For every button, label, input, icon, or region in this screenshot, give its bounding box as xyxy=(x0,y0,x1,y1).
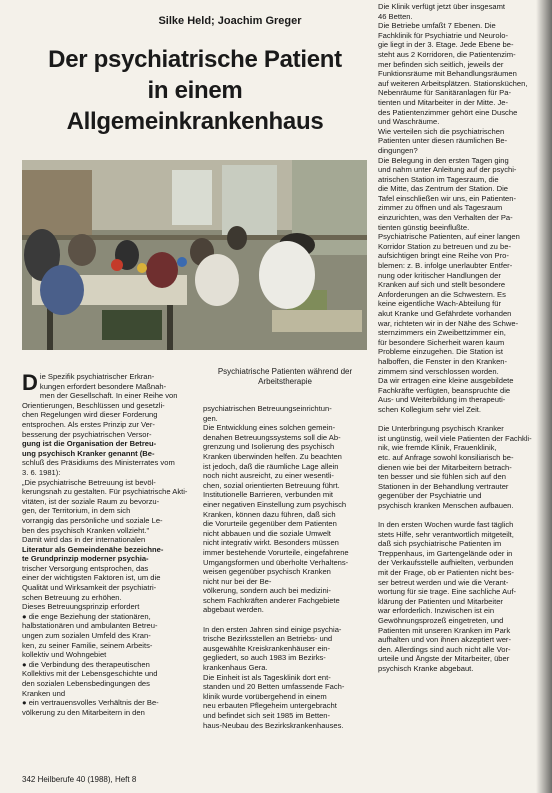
text-line: entsprochen. Als erstes Prinzip zur Ver- xyxy=(22,419,155,429)
text-line: klärung der Patienten und Mitarbeiter xyxy=(378,596,503,606)
text-line: kungen erfordert besondere Maßnah- xyxy=(39,381,167,391)
text-line: Damit wird das in der internationalen xyxy=(22,535,146,545)
text-line: Umgangsformen und überholte Verhaltens- xyxy=(203,557,349,567)
text-line: für besondere Sicherheit waren kaum xyxy=(378,337,505,347)
text-line xyxy=(203,615,371,625)
text-line: ist jedoch, daß die räumliche Lage allein xyxy=(203,461,339,471)
text-column-2 xyxy=(203,404,371,784)
text-line: „Die psychiatrische Betreuung ist bevöl- xyxy=(22,477,156,487)
text-line: men der Gesellschaft. In einer Reihe von xyxy=(39,391,178,401)
text-line: Stationen in der Behandlung vertrauter xyxy=(378,481,509,491)
article-title xyxy=(20,44,370,137)
text-line: keine eigentliche Wach-Abteilung für xyxy=(378,299,501,309)
text-line: war, richteten wir in der Nähe des Schwe- xyxy=(378,318,519,328)
text-line: abgebaut werden. xyxy=(203,605,264,615)
text-line: tienten und Mitarbeiter in der Mitte. Je- xyxy=(378,97,508,107)
column-1-lines xyxy=(22,372,196,717)
text-line: ungen zum sozialen Umfeld des Kran- xyxy=(22,631,151,641)
text-line: wortung für sie trage. Eine sachliche Auf- xyxy=(378,587,517,597)
text-line: akut Kranke und Gefährdete vorhanden xyxy=(378,309,512,318)
text-line: Die Unterbringung psychisch Kranker xyxy=(378,424,504,434)
text-line: ie Spezifik psychiatrischer Erkran- xyxy=(39,372,155,381)
text-line: gie liegt in der 3. Etage. Jede Ebene be- xyxy=(378,40,514,50)
text-line: Funktionsräume mit Behandlungsräumen xyxy=(378,69,517,79)
text-line: nicht nur bei der Be- xyxy=(203,576,272,586)
text-line: einzurichten, was den Verhalten der Pa- xyxy=(378,213,513,223)
text-line: kerungsnah zu gestalten. Für psychiatrische Akti- xyxy=(22,487,188,497)
text-line: nik, wie fremde Klinik, Frauenklinik, xyxy=(378,443,497,453)
text-line: In den ersten Wochen wurde fast täglich xyxy=(378,520,514,530)
drop-cap: D xyxy=(22,372,38,395)
text-line: den. Allerdings sind auch nicht alle Vor- xyxy=(378,644,511,654)
text-line: ser betreut werden und wie die Verant- xyxy=(378,577,509,587)
text-line: aufsichtigen bringt eine Reihe von Pro- xyxy=(378,251,509,261)
text-line: noch nicht ausreicht, zu einer wesentli- xyxy=(203,471,334,481)
text-line: ● die enge Beziehung der stationären, xyxy=(22,611,151,621)
text-line: chen Regelungen wird dieser Forderung xyxy=(22,410,158,420)
text-line: schen Betreuung zu erhöhen. xyxy=(22,592,122,602)
title-line: in einem xyxy=(147,77,243,104)
text-line: Orientierungen, Beschlüssen und gesetzli- xyxy=(22,400,165,410)
text-line xyxy=(378,510,546,520)
text-line: aufhalten und von ihnen akzeptiert wer- xyxy=(378,635,511,645)
page-edge-shadow xyxy=(536,0,552,793)
text-line: Patienten unter diesen räumlichen Be- xyxy=(378,136,508,146)
text-line: Probleme einzugehen. Die Station ist xyxy=(378,347,503,357)
article-photo xyxy=(22,160,367,350)
text-line: krankenhaus Gera. xyxy=(203,663,268,673)
text-line: schluß des Präsidiums des Ministerrates vom xyxy=(22,458,175,468)
text-line: neu erbauten Pflegeheim untergebracht xyxy=(203,701,337,711)
text-line: besserung der psychiatrischen Versor- xyxy=(22,429,152,439)
text-line: Patienten mit unseren Kranken im Park xyxy=(378,625,511,635)
text-line: gegliedert, so auch 1983 im Bezirks- xyxy=(203,653,326,663)
text-line: Da wir ertragen eine kleine ausgebildete xyxy=(378,376,514,386)
text-line: nung oder kritischer Handlungen der xyxy=(378,270,501,280)
text-line: ● ein vertrauensvolles Verhältnis der Be- xyxy=(22,698,159,708)
text-line: Wie verteilen sich die psychiatrischen xyxy=(378,126,505,136)
column-3-lines xyxy=(378,2,546,674)
text-line: Kranken überwinden helfen. Zu beachten xyxy=(203,451,342,461)
text-line: trischer Versorgung entsprochen, das xyxy=(22,563,149,573)
text-line: Psychiatrische Patienten, auf einer langen xyxy=(378,232,520,242)
text-line: Fachklinik für Psychiatrie und Neurolo- xyxy=(378,30,508,40)
text-line: Dieses Betreuungsprinzip erfordert xyxy=(22,602,140,612)
text-line: Treppenhaus, im Gartengelände oder in xyxy=(378,548,513,558)
text-line: mit der Frage, ob er Patienten nicht bes- xyxy=(378,568,514,578)
text-line: gegenüber der Psychiatrie und xyxy=(378,491,482,501)
text-line: etc. auf Anfrage sowohl konsiliarisch be- xyxy=(378,452,514,462)
text-line: halbstationären und ambulanten Betreu- xyxy=(22,621,158,631)
text-line: grenzung und Isolierung des psychisch xyxy=(203,442,335,452)
article-authors: Silke Held; Joachim Greger xyxy=(158,15,302,27)
text-line: einer negativen Einstellung zum psychisch xyxy=(203,499,347,509)
text-line: ausgewählte Kreiskrankenhäuser ein- xyxy=(203,643,331,653)
caption-line: Psychiatrische Patienten während der xyxy=(217,367,353,376)
text-line: und nahm unter Anleitung auf der psychi- xyxy=(378,165,517,175)
text-line: völkerung, sondern auch bei medizini- xyxy=(203,586,331,596)
text-line: ten besser und sie fühlen sich auf den xyxy=(378,472,506,482)
title-line: Der psychiatrische Patient xyxy=(48,46,342,73)
text-line: stets Hilfe, sehr verantwortlich mitgeteilt, xyxy=(378,529,514,539)
text-column-3 xyxy=(378,2,546,784)
text-line: te Grundprinzip moderner psychia- xyxy=(22,554,149,564)
text-line: die Mitte, das Zentrum der Station. Die xyxy=(378,184,508,194)
text-line: sternzimmers ein Zweibettzimmer ein, xyxy=(378,328,506,338)
text-line: dienen wie bei der Mitarbeitern betrach- xyxy=(378,462,512,472)
text-line: der Verkaufsstelle aufhielten, verbunden xyxy=(378,558,514,568)
text-column-1 xyxy=(22,372,196,772)
text-line: vorrangig das persönliche und soziale Le- xyxy=(22,515,163,525)
photo-caption xyxy=(200,367,370,387)
text-line: ist ungünstig, weil viele Patienten der Fachkli- xyxy=(378,433,532,443)
text-line: steht aus 2 Korridoren, die Patientenzim- xyxy=(378,49,516,59)
text-line: schen Kollegium sehr viel Zeit. xyxy=(378,404,481,414)
text-line: immer bestehende Vorurteile, eingefahrene xyxy=(203,547,349,557)
text-line: zimmern sind verschlossen worden. xyxy=(378,366,499,376)
text-line: chen, sozial orientierten Betreuung führt. xyxy=(203,480,340,490)
text-line: tienten günstig beeinflußte. xyxy=(378,222,470,232)
column-2-lines xyxy=(203,404,371,730)
text-line: Anforderungen an die Schwestern. Es xyxy=(378,289,506,299)
text-line: Die Klinik verfügt jetzt über insgesamt xyxy=(378,2,506,11)
text-line: Die Belegung in den ersten Tagen ging xyxy=(378,155,509,165)
text-line: gen. xyxy=(203,413,218,423)
text-line: trische Bezirksstellen an Betriebs- und xyxy=(203,634,333,644)
text-line: atrischen Station im Tagesraum, die xyxy=(378,174,499,184)
text-line: Die Einheit ist als Tagesklinik dort ent- xyxy=(203,672,331,682)
text-line: völkerung zu den Mitarbeitern in den xyxy=(22,707,145,717)
page-footer: 342 Heilberufe 40 (1988), Heft 8 xyxy=(22,775,137,784)
text-line: denahen Betreuungssystems soll die Ab- xyxy=(203,432,341,442)
text-line: zimmer zu öffnen und als Tagesraum xyxy=(378,203,503,213)
text-line: ● die Verbindung des therapeutischen xyxy=(22,659,150,669)
text-line: nicht abbauen und die soziale Umwelt xyxy=(203,528,331,538)
text-line: Literatur als Gemeindenähe bezeichne- xyxy=(22,544,164,554)
text-line: Die Betriebe umfaßt 7 Ebenen. Die xyxy=(378,21,496,31)
text-line: psychiatrischen Betreuungseinrichtun- xyxy=(203,404,332,413)
text-line: ung psychisch Kranker genannt (Be- xyxy=(22,448,155,458)
text-line: Kranken auf sich und stellt besondere xyxy=(378,280,506,290)
text-line: mer befinden sich seitlich, jeweils der xyxy=(378,59,504,69)
text-line: und befindet sich seit 1985 im Betten- xyxy=(203,711,331,720)
text-line: 3. 6. 1981): xyxy=(22,467,61,477)
text-line: Qualität und Wirksamkeit der psychiatri- xyxy=(22,583,157,593)
text-line: Kranken und xyxy=(22,688,66,698)
text-line: In den ersten Jahren sind einige psychia- xyxy=(203,624,342,634)
text-line: Institutionelle Barrieren, verbunden mit xyxy=(203,490,334,500)
text-line: psychisch Kranke abgebaut. xyxy=(378,663,474,673)
text-line: 46 Betten. xyxy=(378,11,413,21)
text-line: Nebenräume für Sanitäranlagen für Pa- xyxy=(378,88,511,98)
text-line: ken, zu seiner Familie, seinem Arbeits- xyxy=(22,640,153,650)
text-line: des Patientenzimmer gehört eine Dusche xyxy=(378,107,518,117)
text-line: weisen gegenüber psychisch Kranken xyxy=(203,567,331,577)
text-line: und Waschräume. xyxy=(378,117,440,127)
text-line: nicht integrativ wirkt. Besonders müssen xyxy=(203,538,339,548)
text-line xyxy=(378,415,546,425)
text-line: Tafel einschließen wir uns, ein Patienten- xyxy=(378,193,517,203)
text-line: vitäten, ist der soziale Raum zu bevorzu- xyxy=(22,496,160,506)
text-line: blemen: z. B. infolge unerlaubter Entfer- xyxy=(378,261,513,271)
text-line: kollektiv und Wohngebiet xyxy=(22,650,107,660)
text-line: einer der wichtigsten Faktoren ist, um die xyxy=(22,573,161,583)
text-line: Fachkräfte verfügten, beanspruchte die xyxy=(378,385,511,395)
title-line: Allgemeinkrankenhaus xyxy=(66,108,324,135)
text-line: gen, der Territorium, in dem sich xyxy=(22,506,131,516)
text-line: auf weiteren Arbeitsplätzen. Stationsküchen, xyxy=(378,78,528,88)
text-line: ben des psychisch Kranken vollzieht." xyxy=(22,525,150,535)
text-line: die Vorurteile gegenüber dem Patienten xyxy=(203,519,337,529)
text-line: urteile und Ängste der Mitarbeiter, über xyxy=(378,654,510,664)
text-line: halboffen, die Fenster in den Kranken- xyxy=(378,356,508,366)
text-line: daß sich psychiatrische Patienten im xyxy=(378,539,502,549)
text-line: Kollektivs mit der Lebensgeschichte und xyxy=(22,669,158,679)
caption-line: Arbeitstherapie xyxy=(258,377,312,386)
text-line: schem Fachkräften anderer Fachgebiete xyxy=(203,595,340,605)
text-line: war erforderlich. Inzwischen ist ein xyxy=(378,606,495,616)
text-line: dingungen? xyxy=(378,145,418,155)
text-line: den sozialen Lebensbedingungen des xyxy=(22,679,150,688)
text-line: Die Entwicklung eines solchen gemein- xyxy=(203,423,336,433)
therapy-room-photo xyxy=(22,160,367,350)
text-line: klinik wurde vorübergehend in einem xyxy=(203,691,327,701)
text-line: Gewöhnungsprozeß eingetreten, und xyxy=(378,616,504,625)
text-line: haus-Neubau des Bezirkskrankenhauses. xyxy=(203,720,344,730)
text-line: Korridor Station zu betreuen und zu be- xyxy=(378,241,511,251)
text-line: Kranken, können dazu führen, daß sich xyxy=(203,509,336,519)
text-line: standen und 20 Betten umfassende Fach- xyxy=(203,682,345,692)
text-line: gung ist die Organisation der Betreu- xyxy=(22,439,157,449)
text-line: Aus- und Weiterbildung im therapeuti- xyxy=(378,395,506,405)
text-line: psychisch kranken Menschen aufbauen. xyxy=(378,500,514,510)
